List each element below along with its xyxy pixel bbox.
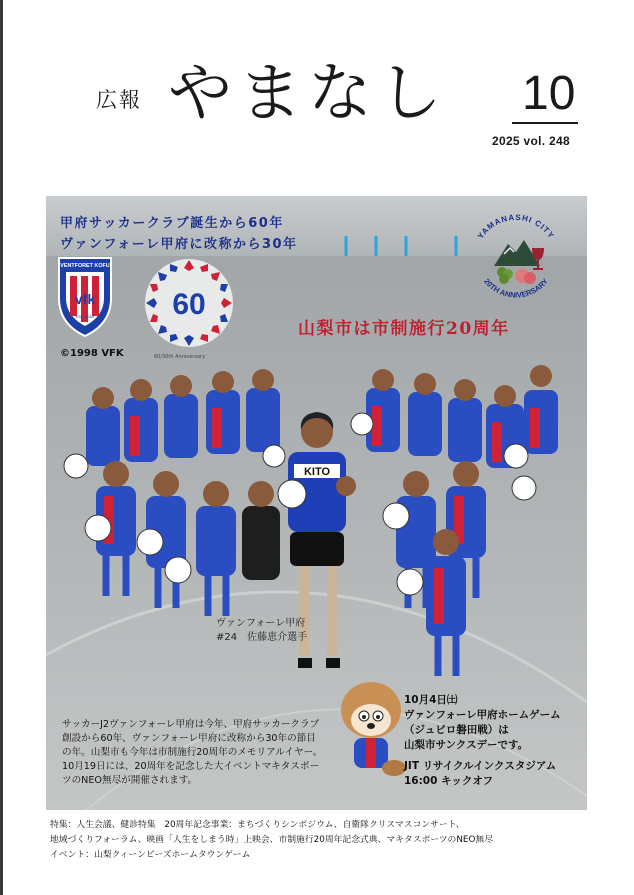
footer-line-1: 特集：人生会議、健診特集 20周年記念事業：まちづくりシンポジウム、自衛隊クリスマスコンサート、	[50, 820, 465, 830]
club-badge-name: VENTFORET KOFU	[60, 263, 110, 269]
cover-photo	[46, 196, 587, 810]
player-team-caption: ヴァンフォーレ甲府	[216, 618, 306, 629]
club-badge-icon	[56, 254, 114, 338]
event-line-2: （ジュビロ磐田戦）は	[404, 724, 509, 736]
city-anniversary-heading: 山梨市は市制施行20周年	[298, 319, 510, 339]
headline-rename: ヴァンフォーレ甲府に改称から30年	[60, 237, 298, 252]
emblem-caption: 60/30th Anniversary	[154, 354, 206, 360]
masthead-title: やまなし	[168, 57, 448, 131]
volume-label: 2025 vol. 248	[492, 134, 570, 148]
anniversary-60-emblem-icon	[140, 254, 238, 352]
emblem-number: 60	[172, 288, 206, 321]
shirt-sponsor: KITO	[303, 466, 331, 478]
club-badge-mark: vfk	[74, 291, 96, 307]
club-badge-est: EST. 1965	[75, 314, 95, 319]
footer-line-3: イベント：山梨クィーンビーズホームタウンゲーム	[50, 850, 251, 860]
city-badge-top-text: YAMANASHI CITY	[475, 212, 557, 241]
footer-line-2: 地域づくりフォーラム、映画「人生をしまう時」上映会、市制施行20周年記念式典、マキタスポーツのNEO無尽	[50, 835, 494, 845]
page-edge	[0, 0, 3, 895]
issue-rule	[512, 122, 578, 124]
event-line-1: ヴァンフォーレ甲府ホームゲーム	[404, 709, 561, 721]
svg-text:YAMANASHI CITY	[476, 213, 556, 241]
event-date: 10月4日㈯	[404, 694, 458, 706]
svg-text:20TH ANNIVERSARY	[482, 277, 550, 300]
copyright-notice: ©1998 VFK	[60, 348, 124, 359]
headline-founding: 甲府サッカークラブ誕生から60年	[60, 216, 284, 231]
city-20th-anniversary-badge-icon	[464, 208, 568, 312]
event-kickoff: 16:00 キックオフ	[404, 775, 494, 787]
event-stadium: JIT リサイクルインクスタジアム	[404, 760, 557, 772]
event-line-3: 山梨市サンクスデーです。	[404, 739, 529, 751]
mascot-icon	[336, 676, 406, 786]
masthead-prefix: 広報	[96, 88, 142, 112]
player-name-caption: #24 佐藤恵介選手	[216, 632, 308, 643]
intro-paragraph: サッカーJ2ヴァンフォーレ甲府は今年、甲府サッカークラブ創設から60年、ヴァンフォーレ甲府に改称から30年の節目の年。山梨市も今年は市制施行20周年のメモリアルイヤー。10月19日には、20周年を記念した大イベントマキタスポーツのNEO無尽が開催されます。	[62, 719, 323, 786]
issue-number: 10	[522, 67, 576, 120]
city-badge-bottom-text: 20TH ANNIVERSARY	[482, 276, 550, 300]
